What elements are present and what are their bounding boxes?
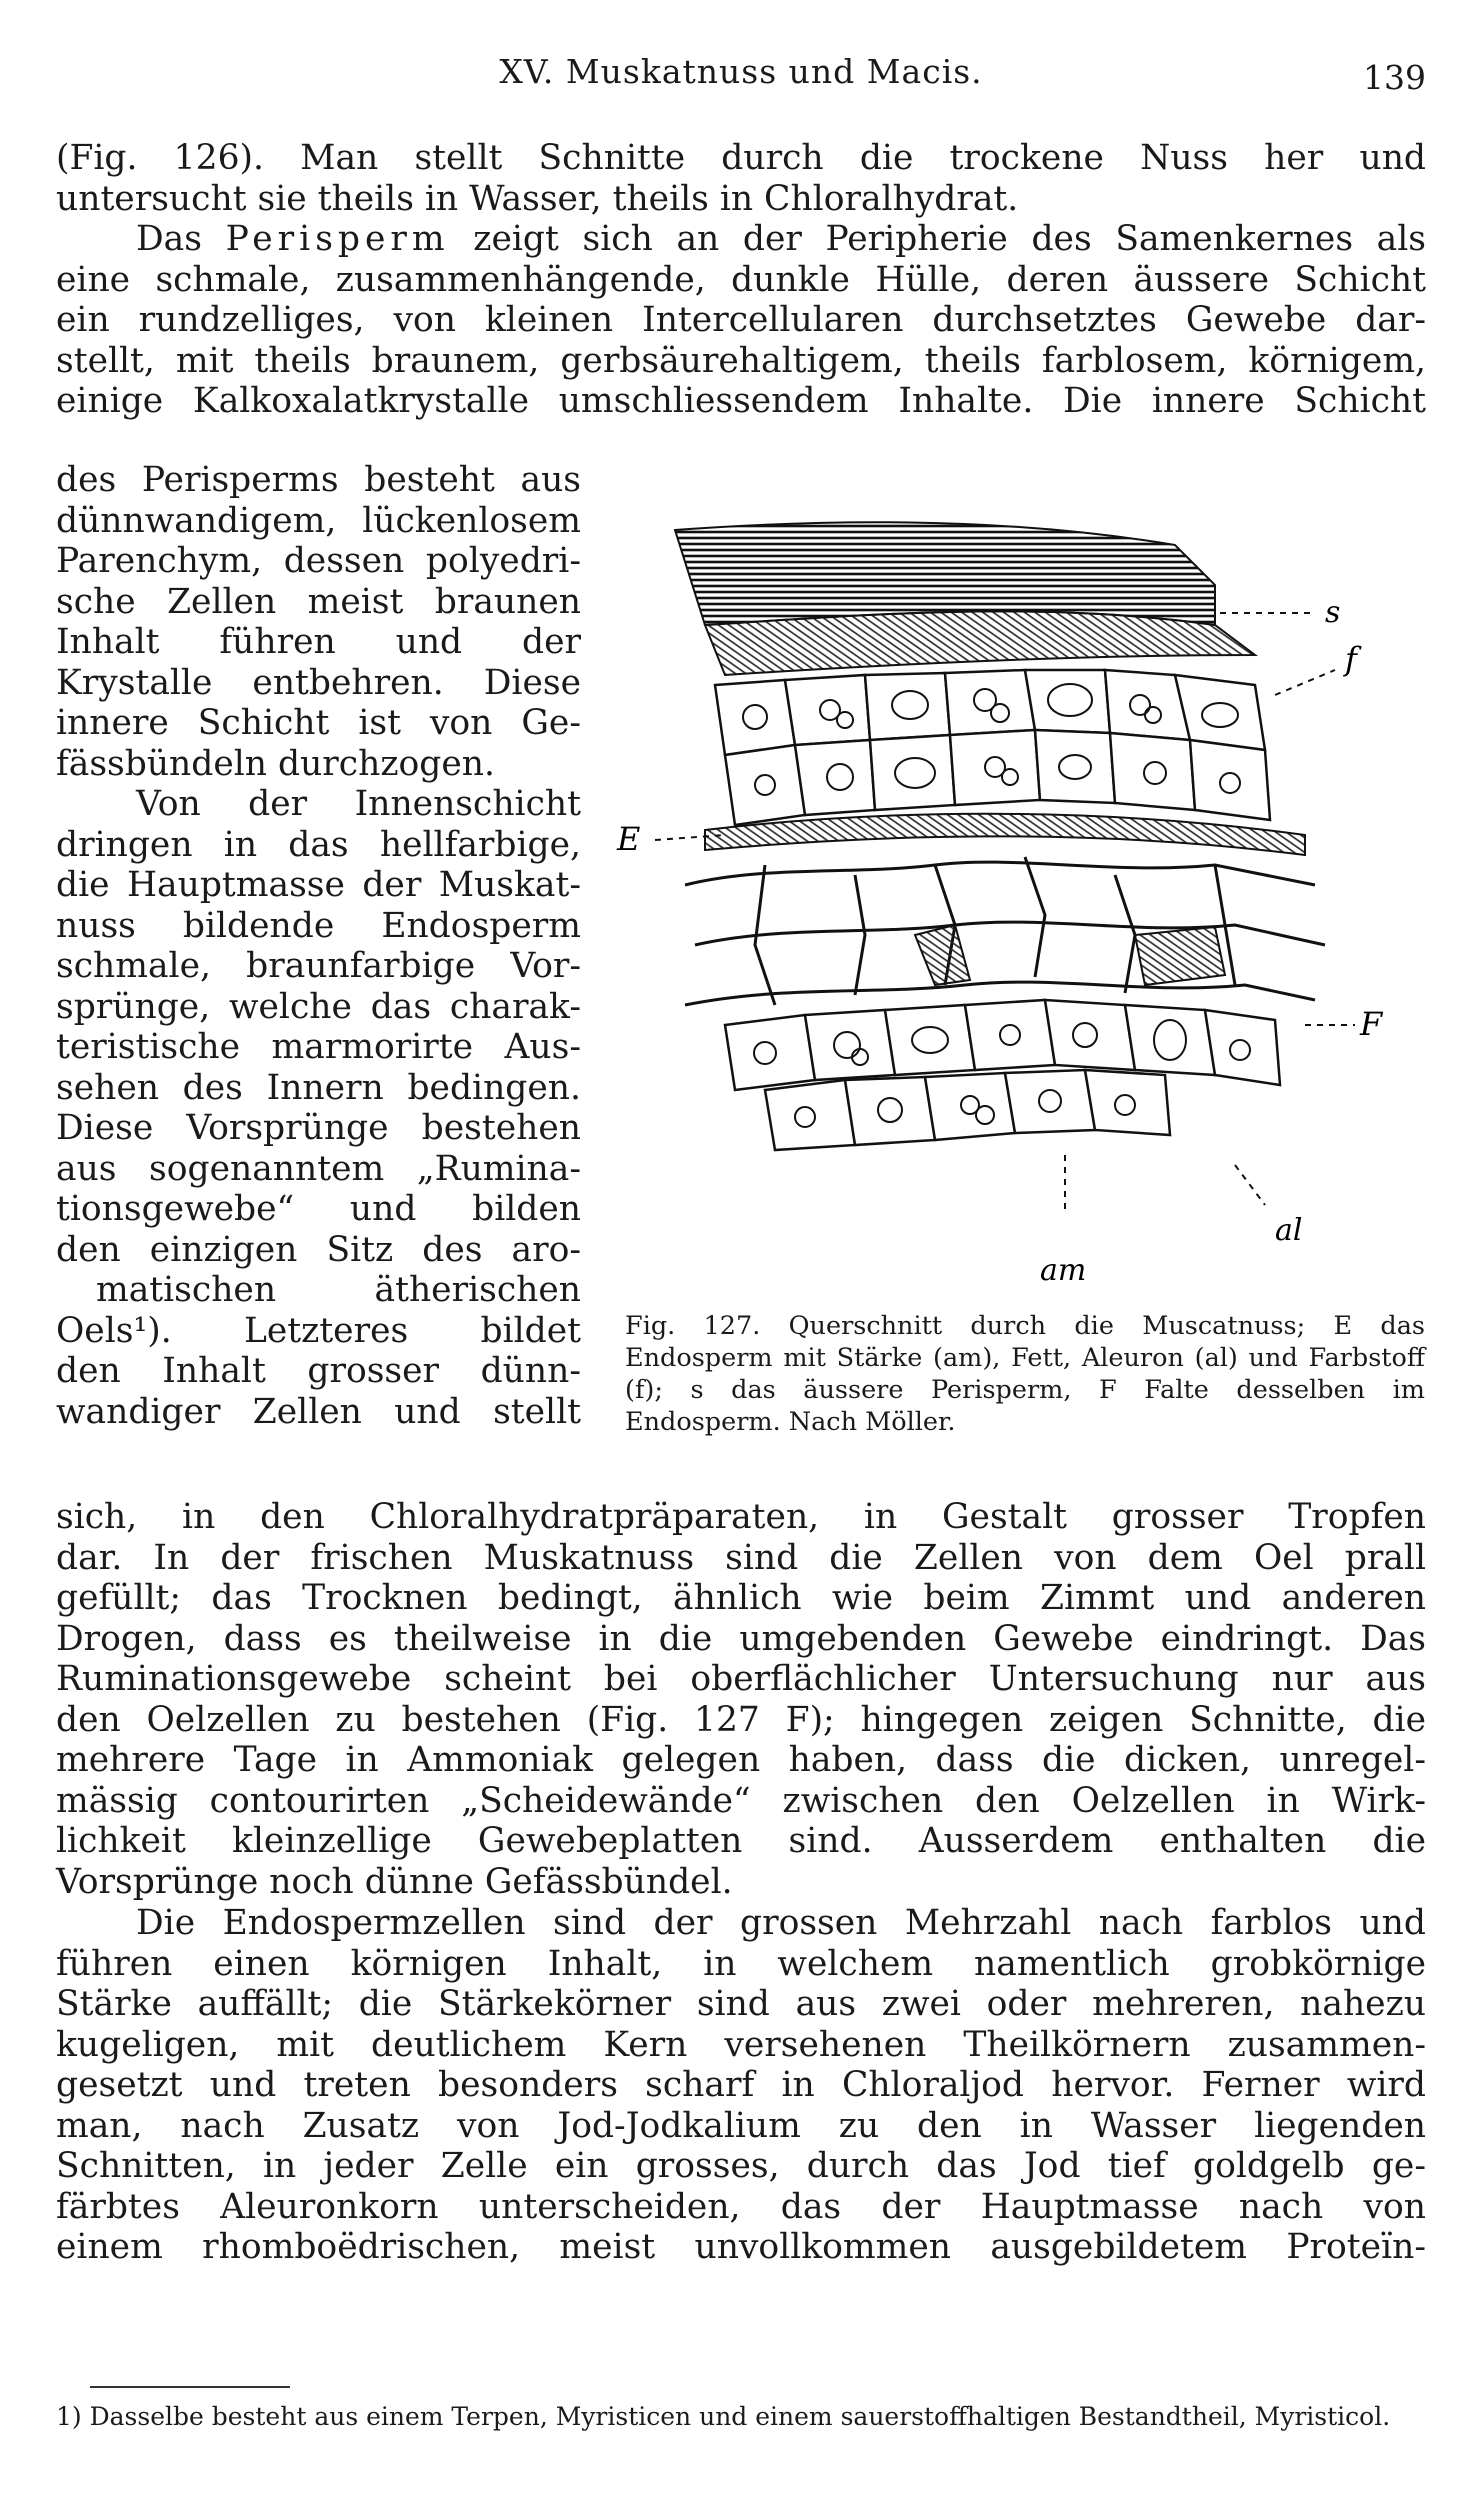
text-line: mässig contourirten „Scheidewände“ zwischen den Oelzellen in Wirk- <box>56 1780 1426 1821</box>
text-line: Schnitten, in jeder Zelle ein grosses, durch das Jod tief goldgelb ge- <box>56 2146 1426 2186</box>
text-line: wandiger Zellen und stellt <box>56 1391 581 1432</box>
lead-word: Das <box>136 219 202 259</box>
text-line: kugeligen, mit deutlichem Kern versehenen Theilkörnern zusammen- <box>56 2024 1426 2065</box>
text-line: gesetzt und treten besonders scharf in Chloraljod hervor. Ferner wird <box>56 2065 1426 2105</box>
text-line: sche Zellen meist braunen <box>56 581 581 622</box>
perisperm-paragraph <box>56 219 1426 422</box>
text-line: des Perisperms besteht aus <box>56 460 581 500</box>
nutmeg-cross-section-illustration <box>615 505 1435 1285</box>
text-line: Von der Innenschicht <box>136 784 581 824</box>
text-line: Oels¹). Letzteres bildet <box>56 1310 581 1351</box>
text-line: Drogen, dass es theilweise in die umgebenden Gewebe eindringt. Das <box>56 1618 1426 1659</box>
term-perisperm: Perisperm <box>225 219 450 259</box>
label-F: F <box>1360 1005 1383 1043</box>
text-line: mehrere Tage in Ammoniak gelegen haben, dass die dicken, unregel- <box>56 1740 1426 1780</box>
text-line: nuss bildende Endosperm <box>56 905 581 946</box>
text-line <box>56 219 1426 260</box>
text-line: färbtes Aleuronkorn unterscheiden, das der Hauptmasse nach von <box>56 2186 1426 2227</box>
footnote-divider <box>90 2386 290 2388</box>
text-line: Ruminationsgewebe scheint bei oberflächlicher Untersuchung nur aus <box>56 1659 1426 1699</box>
text-line: Inhalt führen und der <box>56 622 581 662</box>
text-line: Stärke auffällt; die Stärkekörner sind aus zwei oder mehreren, nahezu <box>56 1984 1426 2024</box>
text-line: sprünge, welche das charak- <box>56 986 581 1027</box>
text-line: die Hauptmasse der Muskat- <box>56 865 581 905</box>
text-line: ein rundzelliges, von kleinen Intercellularen durchsetztes Gewebe dar- <box>56 300 1426 340</box>
text-line: schmale, braunfarbige Vor- <box>56 946 581 986</box>
footnote: 1) Dasselbe besteht aus einem Terpen, Myristicen und einem sauerstoffhaltigen Bestandtheil, Myristicol. <box>56 2402 1391 2431</box>
label-E: E <box>617 820 641 858</box>
text-line: lichkeit kleinzellige Gewebeplatten sind. Ausserdem enthalten die <box>56 1821 1426 1861</box>
text-line: den Inhalt grosser dünn- <box>56 1351 581 1391</box>
text-line: einige Kalkoxalatkrystalle umschliessendem Inhalte. Die innere Schicht <box>56 381 1426 421</box>
text-fragment: zeigt sich an der Peripherie des Samenkernes als <box>473 219 1426 259</box>
running-title: XV. Muskatnuss und Macis. <box>499 52 983 91</box>
text-line: (Fig. 126). Man stellt Schnitte durch die trockene Nuss her und <box>56 138 1426 178</box>
label-f: f <box>1345 640 1357 678</box>
text-line: teristische marmorirte Aus- <box>56 1027 581 1067</box>
label-am: am <box>1040 1253 1087 1285</box>
text-line: dringen in das hellfarbige, <box>56 824 581 865</box>
figure-127 <box>615 505 1435 1285</box>
text-line: fässbündeln durchzogen. <box>56 743 495 784</box>
text-line: dünnwandigem, lückenlosem <box>56 500 581 541</box>
text-line: einem rhomboëdrischen, meist unvollkommen ausgebildetem Proteïn- <box>56 2227 1426 2267</box>
text-line: matischen ätherischen <box>96 1270 581 1310</box>
text-line: Krystalle entbehren. Diese <box>56 662 581 703</box>
endosperm-paragraph <box>56 1903 1426 2268</box>
text-line: dar. In der frischen Muskatnuss sind die Zellen von dem Oel prall <box>56 1537 1426 1578</box>
text-line: den einzigen Sitz des aro- <box>56 1229 581 1270</box>
text-line: innere Schicht ist von Ge- <box>56 703 581 743</box>
text-line: stellt, mit theils braunem, gerbsäurehaltigem, theils farblosem, körnigem, <box>56 340 1426 381</box>
text-line: aus sogenanntem „Rumina- <box>56 1148 581 1189</box>
text-line: untersucht sie theils in Wasser, theils in Chloralhydrat. <box>56 178 1019 219</box>
text-line: Vorsprünge noch dünne Gefässbündel. <box>56 1861 733 1902</box>
page-header <box>56 52 1426 112</box>
text-line: führen einen körnigen Inhalt, in welchem namentlich grobkörnige <box>56 1943 1426 1984</box>
narrow-column <box>56 460 581 1432</box>
label-al: al <box>1275 1213 1303 1248</box>
text-line: man, nach Zusatz von Jod-Jodkalium zu den in Wasser liegenden <box>56 2105 1426 2146</box>
text-line: Diese Vorsprünge bestehen <box>56 1108 581 1148</box>
body-paragraph <box>56 1497 1426 1902</box>
text-line: Parenchym, dessen polyedri- <box>56 541 581 581</box>
intro-paragraph <box>56 138 1426 219</box>
text-line: den Oelzellen zu bestehen (Fig. 127 F); hingegen zeigen Schnitte, die <box>56 1699 1426 1740</box>
page-number: 139 <box>1363 58 1426 97</box>
text-line: tionsgewebe“ und bilden <box>56 1189 581 1229</box>
text-line: eine schmale, zusammenhängende, dunkle Hülle, deren äussere Schicht <box>56 259 1426 300</box>
figure-caption: Fig. 127. Querschnitt durch die Muscatnuss; E das Endosperm mit Stärke (am), Fett, Aleuron (al) und Farbstoff (f); s das äussere Perisperm, F Falte desselben im Endosperm. Nach Möller. <box>625 1311 1425 1437</box>
label-s: s <box>1325 595 1341 630</box>
text-line: sehen des Innern bedingen. <box>56 1067 581 1108</box>
text-line: gefüllt; das Trocknen bedingt, ähnlich wie beim Zimmt und anderen <box>56 1578 1426 1618</box>
text-line: Die Endospermzellen sind der grossen Mehrzahl nach farblos und <box>136 1903 1426 1943</box>
text-line: sich, in den Chloralhydratpräparaten, in Gestalt grosser Tropfen <box>56 1497 1426 1537</box>
